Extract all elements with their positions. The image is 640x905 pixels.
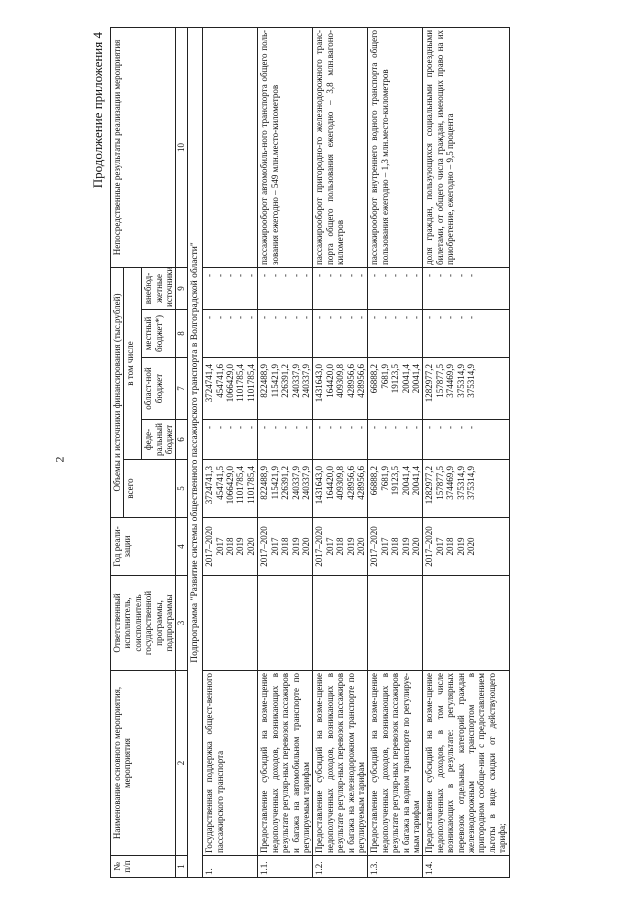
- federal-cell-value: -: [424, 426, 435, 429]
- regional-cell-value: 1101785,4: [245, 364, 256, 402]
- extrabudget-cell-value: -: [324, 273, 335, 277]
- total-cell-value: 428956,6: [345, 466, 356, 500]
- extrabudget-cell-value: -: [345, 273, 356, 277]
- header-row-1: [111, 27, 124, 877]
- result-cell: пассажирооборот автомобиль-ного транспорта общего поль-зования ежегодно – 549 млн.место-километров: [258, 27, 313, 267]
- total-cell: [313, 460, 368, 518]
- local-cell-value: -: [410, 316, 421, 319]
- year-cell: [368, 518, 423, 576]
- regional-cell-value: 428956,6: [345, 364, 356, 398]
- federal-cell-value: -: [400, 426, 411, 429]
- measure-name: Государственная поддержка общест-венного пассажирского транспорта: [203, 671, 258, 856]
- extrabudget-cell: [313, 267, 368, 309]
- year-cell-value: 2017: [434, 537, 445, 556]
- regional-cell-value: 374469,9: [445, 364, 456, 398]
- year-cell-value: 2020: [355, 537, 366, 556]
- subprogram-row: [187, 27, 202, 877]
- total-cell-value: 240337,9: [290, 466, 301, 500]
- regional-cell-value: 1282977,2: [424, 364, 435, 403]
- row-number: 1.2.: [313, 856, 368, 878]
- extrabudget-cell-value: -: [355, 273, 366, 277]
- federal-cell: [423, 420, 509, 460]
- result-cell: доля граждан, пользующихся социальными проездными билетами, от общего числа граждан, имеющих право на их приобретение, ежегодно – 9,5 процента: [423, 27, 509, 267]
- header-local: местный бюджет*): [142, 310, 176, 358]
- extrabudget-cell-value: -: [245, 273, 256, 277]
- extrabudget-cell-value: -: [455, 273, 466, 277]
- regional-cell-value: 1431643,0: [314, 364, 325, 403]
- total-cell-value: 157877,5: [434, 466, 445, 500]
- year-cell-value: 2020: [466, 537, 476, 556]
- federal-cell-value: -: [269, 426, 280, 429]
- col-number: 4: [176, 518, 187, 576]
- year-cell-value: 2019: [455, 537, 466, 556]
- executor-cell: [313, 576, 368, 671]
- local-cell-value: -: [379, 316, 390, 319]
- appendix-label: Продолжение приложения 4: [90, 32, 105, 189]
- header-executor: Ответственный исполнитель, соисполнитель государственной программы, подпрограммы: [111, 576, 176, 671]
- header-funding: Объемы и источники финансирования (тыс.рублей): [111, 267, 124, 517]
- total-cell-value: 375314,9: [455, 466, 466, 500]
- col-number: 2: [176, 671, 187, 856]
- regional-cell-value: 115421,9: [269, 364, 280, 398]
- federal-cell-value: -: [290, 426, 301, 429]
- regional-cell-value: 1066429,0: [225, 364, 236, 403]
- total-cell-value: 115421,9: [269, 466, 280, 500]
- federal-cell-value: -: [214, 426, 225, 429]
- local-cell: [258, 310, 313, 358]
- extrabudget-cell-value: -: [410, 273, 421, 277]
- year-cell: [258, 518, 313, 576]
- year-cell-value: 2017–2020: [424, 526, 435, 567]
- federal-cell-value: -: [466, 426, 476, 429]
- regional-cell-value: 822488,9: [259, 364, 270, 398]
- result-cell: пассажирооборот пригородно-го железнодорожного транс-порта общего пользования ежегодно – 3,8 млн.вагоно-километров: [313, 27, 368, 267]
- local-cell: [423, 310, 509, 358]
- federal-cell: [258, 420, 313, 460]
- local-cell-value: -: [214, 316, 225, 319]
- year-cell-value: 2019: [345, 537, 356, 556]
- header-regional: област-ной бюджет: [142, 358, 176, 420]
- regional-cell: [313, 358, 368, 420]
- column-number-row: [176, 27, 187, 877]
- local-cell-value: -: [204, 316, 215, 319]
- extrabudget-cell-value: -: [280, 273, 291, 277]
- regional-cell-value: 226391,2: [280, 364, 291, 398]
- federal-cell-value: -: [314, 426, 325, 429]
- funding-table: [110, 27, 510, 878]
- federal-cell: [203, 420, 258, 460]
- local-cell-value: -: [424, 316, 435, 319]
- year-cell-value: 2017: [214, 537, 225, 556]
- regional-cell-value: 409309,8: [335, 364, 346, 398]
- regional-cell: [368, 358, 423, 420]
- extrabudget-cell-value: -: [225, 273, 236, 277]
- federal-cell-value: -: [324, 426, 335, 429]
- regional-cell-value: 240337,9: [290, 364, 301, 398]
- extrabudget-cell: [203, 267, 258, 309]
- year-cell-value: 2017–2020: [204, 526, 215, 567]
- result-cell: [203, 27, 258, 267]
- federal-cell-value: -: [235, 426, 246, 429]
- extrabudget-cell: [258, 267, 313, 309]
- regional-cell-value: 20041,4: [400, 364, 411, 394]
- federal-cell-value: -: [445, 426, 456, 429]
- executor-cell: [203, 576, 258, 671]
- year-cell: [203, 518, 258, 576]
- local-cell-value: -: [259, 316, 270, 319]
- total-cell-value: 20041,4: [410, 466, 421, 496]
- total-cell-value: 226391,2: [280, 466, 291, 500]
- federal-cell-value: -: [335, 426, 346, 429]
- federal-cell: [368, 420, 423, 460]
- regional-cell: [203, 358, 258, 420]
- total-cell-value: 164420,0: [324, 466, 335, 500]
- federal-cell-value: -: [369, 426, 380, 429]
- local-cell: [313, 310, 368, 358]
- local-cell-value: -: [445, 316, 456, 319]
- extrabudget-cell-value: -: [300, 273, 311, 277]
- row-number: 1.4.: [423, 856, 509, 878]
- table-row: [368, 27, 423, 877]
- header-total: всего: [124, 460, 176, 518]
- year-cell-value: 2018: [335, 537, 346, 556]
- total-cell-value: 240337,9: [300, 466, 311, 500]
- total-cell: [203, 460, 258, 518]
- local-cell-value: -: [466, 316, 476, 319]
- year-cell-value: 2019: [400, 537, 411, 556]
- measure-name: Предоставление субсидий на возме-щение недополученных доходов, возникающих в результате регуляр-ных перевозок пассажиров и багажа на автомобильном транспорте по регулируемым тарифам: [258, 671, 313, 856]
- year-cell-value: 2018: [390, 537, 401, 556]
- regional-cell-value: 7681,9: [379, 364, 390, 389]
- total-cell-value: 1282977,2: [424, 466, 435, 505]
- regional-cell-value: 19123,5: [390, 364, 401, 394]
- table-row: [313, 27, 368, 877]
- col-number: 3: [176, 576, 187, 671]
- total-cell-value: 374469,9: [445, 466, 456, 500]
- measure-name: Предоставление субсидий на возме-щение недополученных доходов, возникающих в результате регуляр-ных перевозок пассажиров и багажа на водном транспорте по регулируе-мым тарифам: [368, 671, 423, 856]
- extrabudget-cell-value: -: [235, 273, 246, 277]
- executor-cell: [368, 576, 423, 671]
- extrabudget-cell-value: -: [214, 273, 225, 277]
- total-cell: [423, 460, 509, 518]
- local-cell-value: -: [455, 316, 466, 319]
- extrabudget-cell-value: -: [466, 273, 476, 277]
- total-cell-value: 19123,5: [390, 466, 401, 496]
- year-cell-value: 2017: [379, 537, 390, 556]
- year-cell-value: 2018: [225, 537, 236, 556]
- extrabudget-cell-value: -: [424, 273, 435, 277]
- regional-cell: [423, 358, 509, 420]
- year-cell-value: 2017–2020: [314, 526, 325, 567]
- extrabudget-cell-value: -: [290, 273, 301, 277]
- row-number: 1.3.: [368, 856, 423, 878]
- total-cell-value: 20041,4: [400, 466, 411, 496]
- total-cell-value: 1101785,4: [245, 466, 256, 504]
- year-cell-value: 2018: [445, 537, 456, 556]
- local-cell: [203, 310, 258, 358]
- local-cell-value: -: [269, 316, 280, 319]
- row-number: 1.1.: [258, 856, 313, 878]
- extrabudget-cell-value: -: [269, 273, 280, 277]
- regional-cell-value: 164420,0: [324, 364, 335, 398]
- measure-name: Предоставление субсидий на возме-щение недополученных доходов, возникающих в результате регуляр-ных перевозок пассажиров и багажа на железнодорожном транспорте по регулируемым тарифам: [313, 671, 368, 856]
- total-cell-value: 66888,2: [369, 466, 380, 496]
- total-cell-value: 7681,9: [379, 466, 390, 491]
- year-cell-value: 2019: [235, 537, 246, 556]
- extrabudget-cell-value: -: [335, 273, 346, 277]
- federal-cell-value: -: [410, 426, 421, 429]
- extrabudget-cell-value: -: [379, 273, 390, 277]
- local-cell-value: -: [225, 316, 236, 319]
- regional-cell-value: 428956,6: [355, 364, 366, 398]
- executor-cell: [423, 576, 509, 671]
- extrabudget-cell-value: -: [204, 273, 215, 277]
- total-cell: [258, 460, 313, 518]
- extrabudget-cell-value: -: [369, 273, 380, 277]
- extrabudget-cell: [423, 267, 509, 309]
- total-cell-value: 428956,6: [355, 466, 366, 500]
- year-cell-value: 2017–2020: [369, 526, 380, 567]
- federal-cell-value: -: [300, 426, 311, 429]
- federal-cell-value: -: [204, 426, 215, 429]
- federal-cell-value: -: [390, 426, 401, 429]
- local-cell-value: -: [245, 316, 256, 319]
- rotated-page: [90, 28, 610, 878]
- col-number: 9: [176, 267, 187, 309]
- total-cell-value: 822488,9: [259, 466, 270, 500]
- federal-cell-value: -: [259, 426, 270, 429]
- header-name: Наименование основного мероприятия, мероприятия: [111, 671, 176, 856]
- regional-cell-value: 375314,9: [455, 364, 466, 398]
- year-cell-value: 2020: [245, 537, 256, 556]
- federal-cell-value: -: [379, 426, 390, 429]
- local-cell-value: -: [324, 316, 335, 319]
- local-cell-value: -: [335, 316, 346, 319]
- year-cell-value: 2017–2020: [259, 526, 270, 567]
- local-cell-value: -: [314, 316, 325, 319]
- extrabudget-cell-value: -: [445, 273, 456, 277]
- regional-cell-value: 3724741,4: [204, 364, 215, 403]
- federal-cell-value: -: [434, 426, 445, 429]
- result-cell: пассажирооборот внутреннего водного транспорта общего пользования ежегодно – 1,3 млн.место-километров: [368, 27, 423, 267]
- header-extrabudget: внебюд-жетные источники: [142, 267, 176, 309]
- year-cell-value: 2018: [280, 537, 291, 556]
- header-year: Год реали-зации: [111, 518, 176, 576]
- col-number: 7: [176, 358, 187, 420]
- year-cell-value: 2017: [324, 537, 335, 556]
- total-cell: [368, 460, 423, 518]
- regional-cell-value: 20041,4: [410, 364, 421, 394]
- federal-cell-value: -: [245, 426, 256, 429]
- regional-cell-value: 157877,5: [434, 364, 445, 398]
- subprogram-title: Подпрограмма "Развитие системы общественного пассажирского транспорта в Волгоградской области": [187, 27, 202, 877]
- col-number: 5: [176, 460, 187, 518]
- local-cell-value: -: [434, 316, 445, 319]
- total-cell-value: 3724741,3: [204, 466, 215, 505]
- regional-cell-value: 240337,9: [300, 364, 311, 398]
- row-number: 1.: [203, 856, 258, 878]
- total-cell-value: 1431643,0: [314, 466, 325, 505]
- table-row: [203, 27, 258, 877]
- header-federal: феде-ральный бюджет: [142, 420, 176, 460]
- regional-cell-value: 375314,9: [466, 364, 476, 398]
- year-cell: [423, 518, 509, 576]
- federal-cell-value: -: [280, 426, 291, 429]
- col-number: 10: [176, 27, 187, 267]
- total-cell-value: 454741,5: [214, 466, 225, 500]
- local-cell-value: -: [400, 316, 411, 319]
- col-number: 1: [176, 856, 187, 878]
- federal-cell-value: -: [355, 426, 366, 429]
- header-result: Непосредственные результаты реализации мероприятия: [111, 27, 176, 267]
- year-cell-value: 2020: [300, 537, 311, 556]
- federal-cell: [313, 420, 368, 460]
- total-cell-value: 1066429,0: [225, 466, 236, 505]
- local-cell-value: -: [355, 316, 366, 319]
- federal-cell-value: -: [225, 426, 236, 429]
- local-cell-value: -: [300, 316, 311, 319]
- extrabudget-cell-value: -: [400, 273, 411, 277]
- measure-name: Предоставление субсидий на возме-щение недополученных доходов, в том числе возникающих в результате: регулярных перевозок отдельных категорий граждан железнодорожным транспортом в пригородном сообще-нии с предоставлением льготы в виде скидки от действующего тарифа;: [423, 671, 509, 856]
- extrabudget-cell-value: -: [390, 273, 401, 277]
- header-num: № п/п: [111, 856, 176, 878]
- year-cell-value: 2017: [269, 537, 280, 556]
- regional-cell-value: 66888,2: [369, 364, 380, 394]
- extrabudget-cell-value: -: [434, 273, 445, 277]
- table-row: [423, 27, 509, 877]
- regional-cell-value: 454741,6: [214, 364, 225, 398]
- extrabudget-cell-value: -: [259, 273, 270, 277]
- year-cell-value: 2019: [290, 537, 301, 556]
- local-cell: [368, 310, 423, 358]
- year-cell: [313, 518, 368, 576]
- local-cell-value: -: [390, 316, 401, 319]
- col-number: 8: [176, 310, 187, 358]
- local-cell-value: -: [290, 316, 301, 319]
- table-row: [258, 27, 313, 877]
- extrabudget-cell-value: -: [314, 273, 325, 277]
- regional-cell-value: 1101785,4: [235, 364, 246, 402]
- federal-cell-value: -: [345, 426, 356, 429]
- local-cell-value: -: [345, 316, 356, 319]
- federal-cell-value: -: [455, 426, 466, 429]
- page-number: 2: [52, 456, 67, 463]
- col-number: 6: [176, 420, 187, 460]
- total-cell-value: 409309,8: [335, 466, 346, 500]
- local-cell-value: -: [235, 316, 246, 319]
- total-cell-value: 375314,9: [466, 466, 476, 500]
- local-cell-value: -: [280, 316, 291, 319]
- regional-cell: [258, 358, 313, 420]
- total-cell-value: 1101785,4: [235, 466, 246, 504]
- executor-cell: [258, 576, 313, 671]
- year-cell-value: 2020: [410, 537, 421, 556]
- header-including: в том числе: [124, 267, 142, 459]
- extrabudget-cell: [368, 267, 423, 309]
- local-cell-value: -: [369, 316, 380, 319]
